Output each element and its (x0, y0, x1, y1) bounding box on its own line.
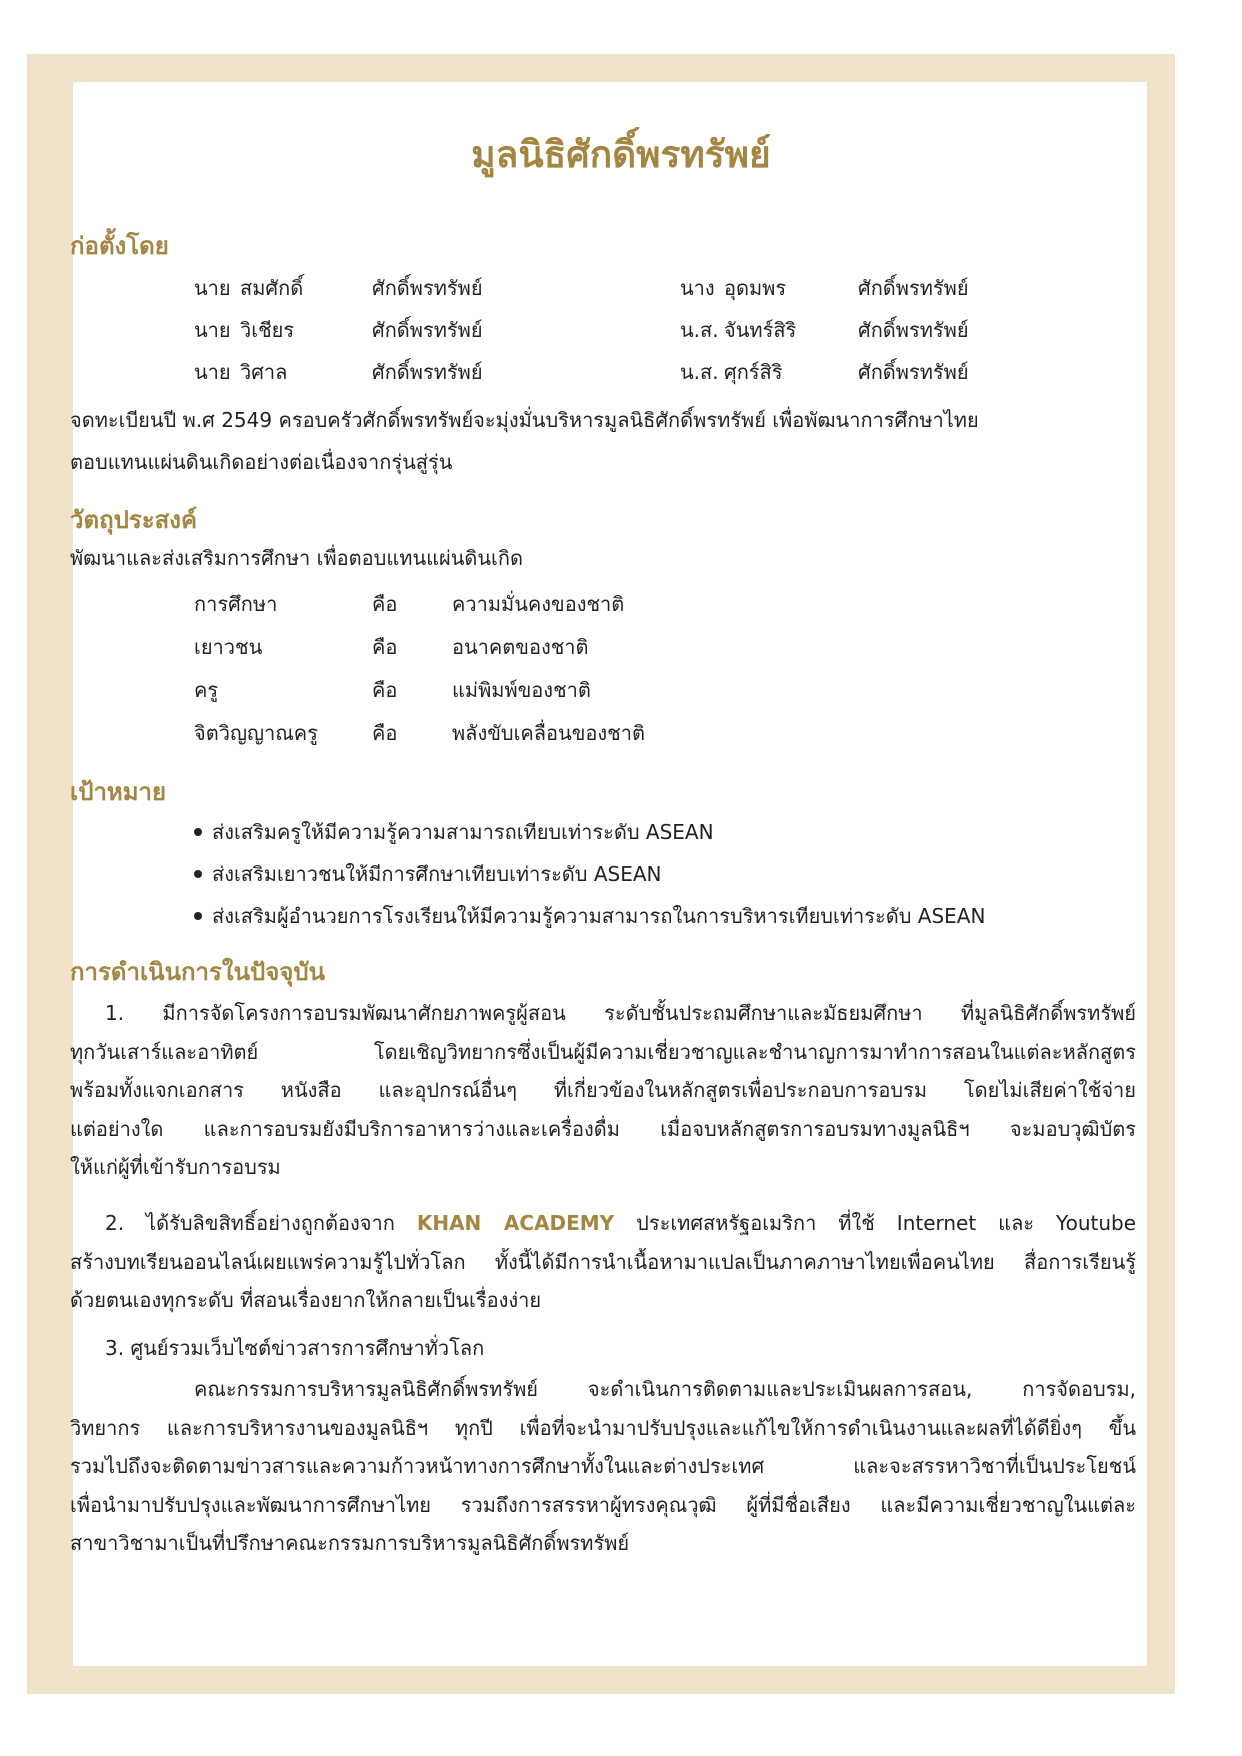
goal-text: ส่งเสริมครูให้มีความรู้ความสามารถเทียบเท่าระดับ ASEAN (212, 820, 714, 844)
operation-paragraph-1 (70, 994, 1136, 1187)
objective-is: คือ (372, 678, 398, 702)
paragraph-line: สร้างบทเรียนออนไลน์เผยแพร่ความรู้ไปทั่วโลก ทั้งนี้ได้มีการนำเนื้อหามาแปลเป็นภาคภาษาไทยเพื่อคนไทย สื่อการเรียนรู้ (70, 1249, 1136, 1274)
goal-text: ส่งเสริมผู้อำนวยการโรงเรียนให้มีความรู้ความสามารถในการบริหารเทียบเท่าระดับ ASEAN (212, 904, 986, 928)
founder-name: วิเชียร (240, 318, 295, 342)
objective-term: จิตวิญญาณครู (194, 721, 318, 745)
paragraph-line: แต่อย่างใด และการอบรมยังมีบริการอาหารว่างและเครื่องดื่ม เมื่อจบหลักสูตรการอบรมทางมูลนิธิฯ จะมอบวุฒิบัตร (70, 1116, 1136, 1141)
heading-objectives: วัตถุประสงค์ (70, 506, 198, 534)
paragraph-line: ทุกวันเสาร์และอาทิตย์ โดยเชิญวิทยากรซึ่งเป็นผู้มีความเชี่ยวชาญและชำนาญการมาทำการสอนในแต่ละหลักสูตร (70, 1039, 1136, 1064)
paragraph-text: ประเทศสหรัฐอเมริกา ที่ใช้ Internet และ Youtube (636, 1211, 1136, 1235)
heading-founders: ก่อตั้งโดย (70, 232, 169, 260)
operation-paragraph-2 (70, 1204, 1136, 1320)
paragraph-line: สาขาวิชามาเป็นที่ปรึกษาคณะกรรมการบริหารมูลนิธิศักดิ์พรทรัพย์ (70, 1531, 630, 1555)
objective-term: เยาวชน (194, 635, 263, 659)
heading-goals: เป้าหมาย (70, 778, 167, 806)
paragraph-line: ให้แก่ผู้ที่เข้ารับการอบรม (70, 1155, 281, 1179)
paragraph-line: ด้วยตนเองทุกระดับ ที่สอนเรื่องยากให้กลายเป็นเรื่องง่าย (70, 1288, 542, 1312)
registration-text: ตอบแทนแผ่นดินเกิดอย่างต่อเนื่องจากรุ่นสู่รุ่น (70, 450, 453, 474)
paragraph-line: พร้อมทั้งแจกเอกสาร หนังสือ และอุปกรณ์อื่นๆ ที่เกี่ยวข้องในหลักสูตรเพื่อประกอบการอบรม โดยไม่เสียค่าใช้จ่าย (70, 1078, 1136, 1102)
founder-surname: ศักดิ์พรทรัพย์ (858, 318, 969, 342)
bullet-icon (194, 828, 202, 836)
operation-item-3: 3. ศูนย์รวมเว็บไซต์ข่าวสารการศึกษาทั่วโลก (105, 1336, 485, 1360)
founder-title: นาง (680, 276, 715, 300)
founder-name: สมศักดิ์ (240, 276, 304, 300)
heading-operations: การดำเนินการในปัจจุบัน (70, 958, 325, 986)
founder-surname: ศักดิ์พรทรัพย์ (372, 360, 483, 384)
bullet-icon (194, 870, 202, 878)
founder-surname: ศักดิ์พรทรัพย์ (858, 276, 969, 300)
founder-title: นาย (194, 318, 231, 342)
paragraph-line: เพื่อนำมาปรับปรุงและพัฒนาการศึกษาไทย รวมถึงการสรรหาผู้ทรงคุณวุฒิ ผู้ที่มีชื่อเสียง และมีความเชี่ยวชาญในแต่ละ (70, 1492, 1136, 1517)
objective-is: คือ (372, 635, 398, 659)
closing-paragraph (70, 1370, 1136, 1563)
goal-text: ส่งเสริมเยาวชนให้มีการศึกษาเทียบเท่าระดับ ASEAN (212, 862, 662, 886)
paragraph-line (70, 1204, 1136, 1243)
founder-surname: ศักดิ์พรทรัพย์ (372, 276, 483, 300)
bullet-icon (194, 912, 202, 920)
objective-meaning: ความมั่นคงของชาติ (452, 592, 625, 616)
founder-name: ศุกร์สิริ (724, 360, 783, 384)
objective-term: ครู (194, 678, 219, 702)
founder-title: น.ส. (680, 360, 719, 384)
paragraph-line: 1. มีการจัดโครงการอบรมพัฒนาศักยภาพครูผู้สอน ระดับชั้นประถมศึกษาและมัธยมศึกษา ที่มูลนิธิศักดิ์พรทรัพย์ (105, 1001, 1136, 1025)
objectives-intro: พัฒนาและส่งเสริมการศึกษา เพื่อตอบแทนแผ่นดินเกิด (70, 546, 523, 570)
objective-is: คือ (372, 721, 398, 745)
goal-item (194, 862, 662, 886)
founder-name: จันทร์สิริ (724, 318, 797, 342)
founder-name: วิศาล (240, 360, 288, 384)
objective-meaning: อนาคตของชาติ (452, 635, 589, 659)
page-title: มูลนิธิศักดิ์พรทรัพย์ (471, 133, 771, 176)
objective-meaning: แม่พิมพ์ของชาติ (452, 678, 591, 702)
founder-surname: ศักดิ์พรทรัพย์ (858, 360, 969, 384)
founder-surname: ศักดิ์พรทรัพย์ (372, 318, 483, 342)
founder-title: น.ส. (680, 318, 719, 342)
paragraph-line: คณะกรรมการบริหารมูลนิธิศักดิ์พรทรัพย์ จะดำเนินการติดตามและประเมินผลการสอน, การจัดอบรม, (194, 1377, 1136, 1401)
objective-meaning: พลังขับเคลื่อนของชาติ (452, 721, 645, 745)
objective-is: คือ (372, 592, 398, 616)
khan-academy-brand: KHAN ACADEMY (416, 1211, 615, 1235)
goal-item (194, 820, 714, 844)
registration-text: จดทะเบียนปี พ.ศ 2549 ครอบครัวศักดิ์พรทรัพย์จะมุ่งมั่นบริหารมูลนิธิศักดิ์พรทรัพย์ เพื่อพัฒนาการศึกษาไทย (70, 408, 979, 432)
paragraph-text: 2. ได้รับลิขสิทธิ์อย่างถูกต้องจาก (105, 1211, 395, 1235)
goal-item (194, 904, 985, 928)
founder-title: นาย (194, 360, 231, 384)
founder-title: นาย (194, 276, 231, 300)
paragraph-line: รวมไปถึงจะติดตามข่าวสารและความก้าวหน้าทางการศึกษาทั้งในและต่างประเทศ และจะสรรหาวิชาที่เป็นประโยชน์ (70, 1454, 1136, 1478)
paragraph-line: วิทยากร และการบริหารงานของมูลนิธิฯ ทุกปี เพื่อที่จะนำมาปรับปรุงและแก้ไขให้การดำเนินงานและผลที่ได้ดียิ่งๆ ขึ้น (70, 1415, 1136, 1440)
founder-name: อุดมพร (724, 276, 787, 300)
objective-term: การศึกษา (194, 592, 278, 616)
